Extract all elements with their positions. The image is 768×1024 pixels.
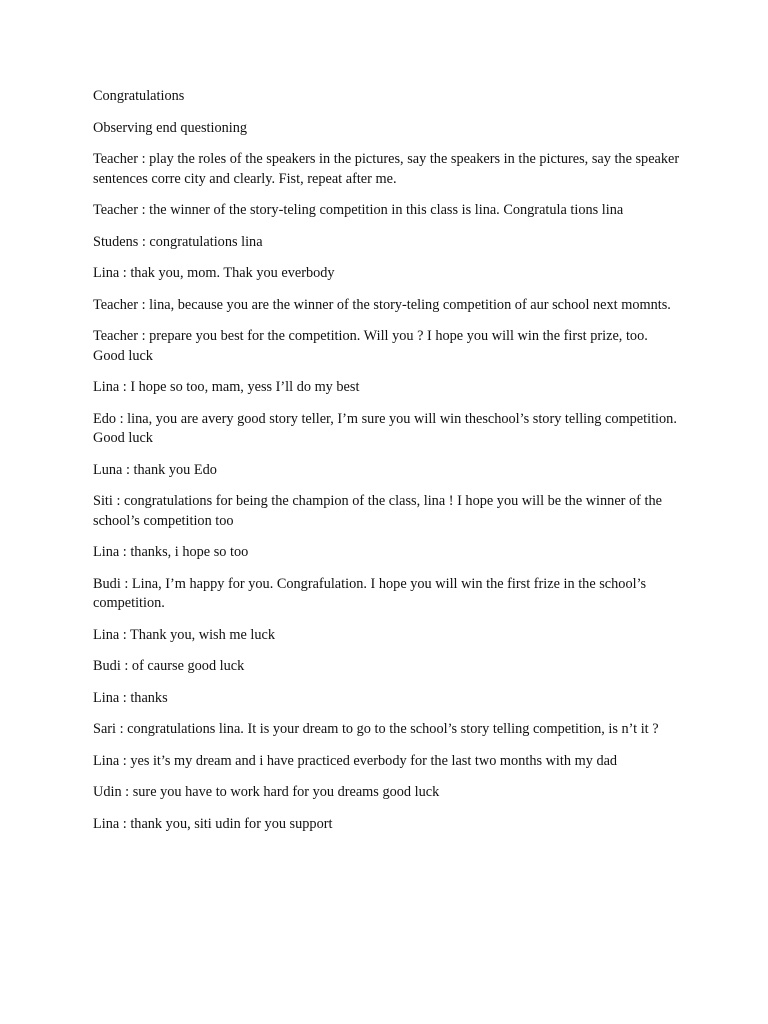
dialogue-line: Budi : of caurse good luck [93,658,245,674]
dialogue-line: Teacher : the winner of the story-teling competition in this class is lina. Congratula tions lina [93,202,624,218]
dialogue-line: Lina : thak you, mom. Thak you everbody [93,265,335,281]
dialogue-line: Lina : Thank you, wish me luck [93,626,275,643]
dialogue-line: Luna : thank you Edo [93,461,217,478]
document-page [93,87,683,846]
dialogue-line: Siti : congratulations for being the champion of the class, lina ! I hope you will be the winner of the school’s competition too [93,493,662,529]
dialogue-line: Edo : lina, you are avery good story teller, I’m sure you will win theschool’s story telling competition. Good luck [93,410,677,446]
dialogue-line: Studens : congratulations lina [93,233,263,250]
dialogue-line: Lina : thank you, siti udin for you support [93,815,333,832]
dialogue-line: Budi : Lina, I’m happy for you. Congrafulation. I hope you will win the first frize in the school’s competition. [93,575,647,611]
dialogue-line: Teacher : prepare you best for the competition. Will you ? I hope you will win the first prize, too. Good luck [93,328,648,364]
dialogue-line: Teacher : lina, because you are the winner of the story-teling competition of aur school next momnts. [93,296,671,313]
document-subtitle: Observing end questioning [93,119,248,136]
document-title: Congratulations [93,88,185,104]
dialogue-line: Teacher : play the roles of the speakers in the pictures, say the speakers in the pictures, say the speaker sentences corre city and clearly. Fist, repeat after me. [93,151,680,187]
dialogue-line: Lina : thanks, i hope so too [93,544,249,560]
dialogue-line: Lina : I hope so too, mam, yess I’ll do my best [93,379,360,395]
dialogue-line: Lina : yes it’s my dream and i have practiced everbody for the last two months with my dad [93,752,618,769]
dialogue-line: Lina : thanks [93,689,168,706]
dialogue-line: Sari : congratulations lina. It is your dream to go to the school’s story telling competition, is n’t it ? [93,721,659,737]
dialogue-line: Udin : sure you have to work hard for you dreams good luck [93,784,440,800]
